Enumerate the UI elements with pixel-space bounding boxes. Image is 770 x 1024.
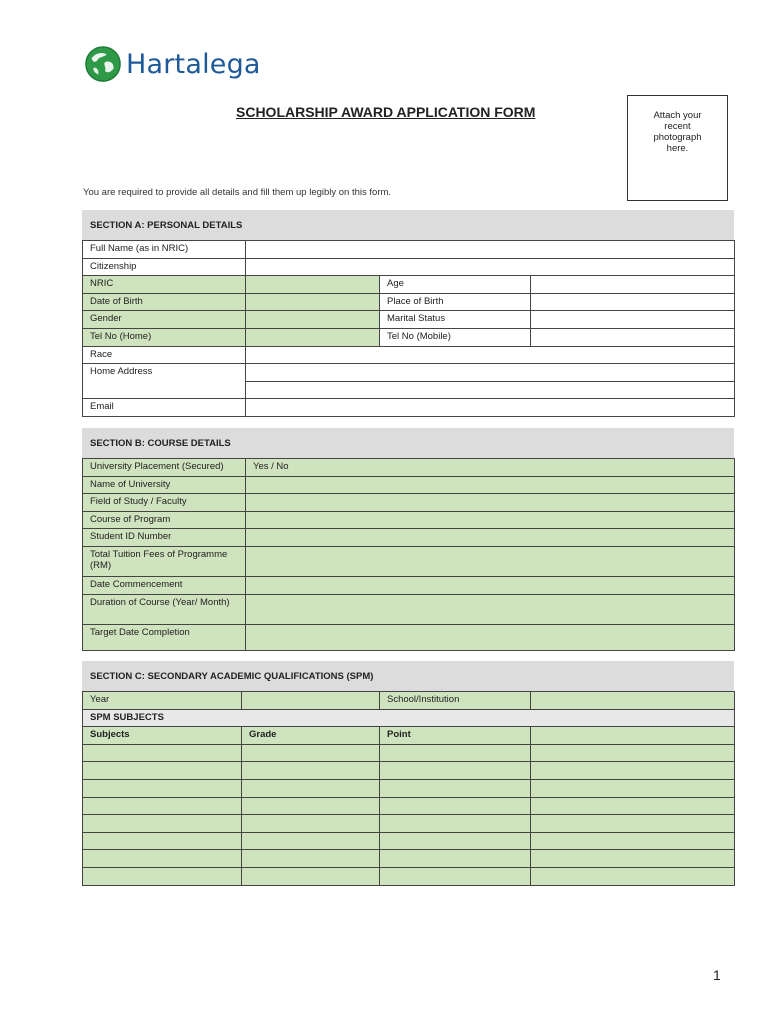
photo-attachment-box[interactable] (627, 95, 728, 201)
tel-home-label: Tel No (Home) (83, 328, 246, 346)
date-commencement-field[interactable] (246, 576, 735, 594)
table-row (83, 328, 735, 346)
citizenship-label: Citizenship (83, 258, 246, 276)
tel-mobile-label: Tel No (Mobile) (380, 328, 531, 346)
extra-cell[interactable] (531, 744, 735, 762)
spm-qualifications-table (82, 691, 735, 886)
table-row (83, 744, 735, 762)
table-row (83, 867, 735, 885)
home-address-field-line-2[interactable] (246, 381, 735, 399)
target-date-label: Target Date Completion (83, 624, 246, 650)
subject-cell[interactable] (83, 779, 242, 797)
grade-cell[interactable] (242, 779, 380, 797)
place-of-birth-label: Place of Birth (380, 293, 531, 311)
point-cell[interactable] (380, 850, 531, 868)
table-row (83, 511, 735, 529)
year-label: Year (83, 692, 242, 710)
school-label: School/Institution (380, 692, 531, 710)
grade-column-header: Grade (242, 727, 380, 745)
extra-cell[interactable] (531, 797, 735, 815)
tuition-fees-label: Total Tuition Fees of Programme (RM) (83, 546, 246, 576)
student-id-field[interactable] (246, 529, 735, 547)
point-cell[interactable] (380, 832, 531, 850)
table-row (83, 832, 735, 850)
table-row (83, 346, 735, 364)
full-name-field[interactable] (246, 241, 735, 259)
field-of-study-label: Field of Study / Faculty (83, 494, 246, 512)
subject-cell[interactable] (83, 744, 242, 762)
grade-cell[interactable] (242, 815, 380, 833)
email-field[interactable] (246, 399, 735, 417)
tel-mobile-field[interactable] (531, 328, 735, 346)
table-row (83, 797, 735, 815)
photo-box-label: Attach your recent photograph here. (653, 110, 702, 154)
subject-cell[interactable] (83, 815, 242, 833)
university-name-field[interactable] (246, 476, 735, 494)
table-row (83, 494, 735, 512)
field-of-study-field[interactable] (246, 494, 735, 512)
target-date-field[interactable] (246, 624, 735, 650)
spm-subjects-subheading: SPM SUBJECTS (83, 709, 735, 727)
table-row (83, 762, 735, 780)
section-a-heading: SECTION A: PERSONAL DETAILS (82, 210, 734, 242)
grade-cell[interactable] (242, 850, 380, 868)
table-row (83, 594, 735, 624)
subject-cell[interactable] (83, 850, 242, 868)
subject-cell[interactable] (83, 797, 242, 815)
home-address-field-line-1[interactable] (246, 364, 735, 382)
tuition-fees-field[interactable] (246, 546, 735, 576)
grade-cell[interactable] (242, 762, 380, 780)
dob-label: Date of Birth (83, 293, 246, 311)
extra-cell[interactable] (531, 779, 735, 797)
table-row (83, 293, 735, 311)
section-b-heading: SECTION B: COURSE DETAILS (82, 428, 734, 460)
page-number: 1 (713, 967, 721, 983)
school-field[interactable] (531, 692, 735, 710)
place-of-birth-field[interactable] (531, 293, 735, 311)
table-row (83, 546, 735, 576)
course-of-program-field[interactable] (246, 511, 735, 529)
table-row (83, 311, 735, 329)
university-placement-field[interactable]: Yes / No (246, 459, 735, 477)
subject-cell[interactable] (83, 762, 242, 780)
table-row (83, 476, 735, 494)
grade-cell[interactable] (242, 867, 380, 885)
subjects-column-header: Subjects (83, 727, 242, 745)
marital-status-label: Marital Status (380, 311, 531, 329)
table-header-row (83, 727, 735, 745)
point-cell[interactable] (380, 815, 531, 833)
duration-label: Duration of Course (Year/ Month) (83, 594, 246, 624)
gender-label: Gender (83, 311, 246, 329)
globe-logo-icon (84, 45, 122, 83)
table-row (83, 258, 735, 276)
table-row (83, 815, 735, 833)
age-field[interactable] (531, 276, 735, 294)
duration-field[interactable] (246, 594, 735, 624)
university-name-label: Name of University (83, 476, 246, 494)
personal-details-table (82, 240, 735, 417)
table-row (83, 692, 735, 710)
extra-cell[interactable] (531, 850, 735, 868)
year-field[interactable] (242, 692, 380, 710)
table-row (83, 459, 735, 477)
course-of-program-label: Course of Program (83, 511, 246, 529)
subject-cell[interactable] (83, 832, 242, 850)
email-label: Email (83, 399, 246, 417)
point-cell[interactable] (380, 762, 531, 780)
company-logo (84, 44, 261, 84)
course-details-table (82, 458, 735, 651)
student-id-label: Student ID Number (83, 529, 246, 547)
gender-field[interactable] (246, 311, 380, 329)
table-row (83, 399, 735, 417)
table-row (83, 529, 735, 547)
point-cell[interactable] (380, 779, 531, 797)
table-row (83, 709, 735, 727)
extra-cell[interactable] (531, 815, 735, 833)
dob-field[interactable] (246, 293, 380, 311)
table-row (83, 364, 735, 382)
table-row (83, 276, 735, 294)
home-address-label: Home Address (83, 364, 246, 399)
point-column-header: Point (380, 727, 531, 745)
page-title: SCHOLARSHIP AWARD APPLICATION FORM (236, 104, 536, 120)
tel-home-field[interactable] (246, 328, 380, 346)
grade-cell[interactable] (242, 797, 380, 815)
date-commencement-label: Date Commencement (83, 576, 246, 594)
extra-cell[interactable] (531, 832, 735, 850)
full-name-label: Full Name (as in NRIC) (83, 241, 246, 259)
extra-cell[interactable] (531, 762, 735, 780)
section-c-heading: SECTION C: SECONDARY ACADEMIC QUALIFICATIONS (SPM) (82, 661, 734, 693)
nric-field[interactable] (246, 276, 380, 294)
race-field[interactable] (246, 346, 735, 364)
race-label: Race (83, 346, 246, 364)
table-row (83, 779, 735, 797)
table-row (83, 624, 735, 650)
table-row (83, 850, 735, 868)
point-cell[interactable] (380, 867, 531, 885)
instruction-text: You are required to provide all details and fill them up legibly on this form. (83, 187, 392, 198)
table-row (83, 241, 735, 259)
subject-cell[interactable] (83, 867, 242, 885)
marital-status-field[interactable] (531, 311, 735, 329)
citizenship-field[interactable] (246, 258, 735, 276)
point-cell[interactable] (380, 797, 531, 815)
logo-text: Hartalega (126, 48, 261, 80)
age-label: Age (380, 276, 531, 294)
nric-label: NRIC (83, 276, 246, 294)
university-placement-label: University Placement (Secured) (83, 459, 246, 477)
point-cell[interactable] (380, 744, 531, 762)
extra-cell[interactable] (531, 867, 735, 885)
table-row (83, 576, 735, 594)
grade-cell[interactable] (242, 744, 380, 762)
blank-column-header (531, 727, 735, 745)
grade-cell[interactable] (242, 832, 380, 850)
